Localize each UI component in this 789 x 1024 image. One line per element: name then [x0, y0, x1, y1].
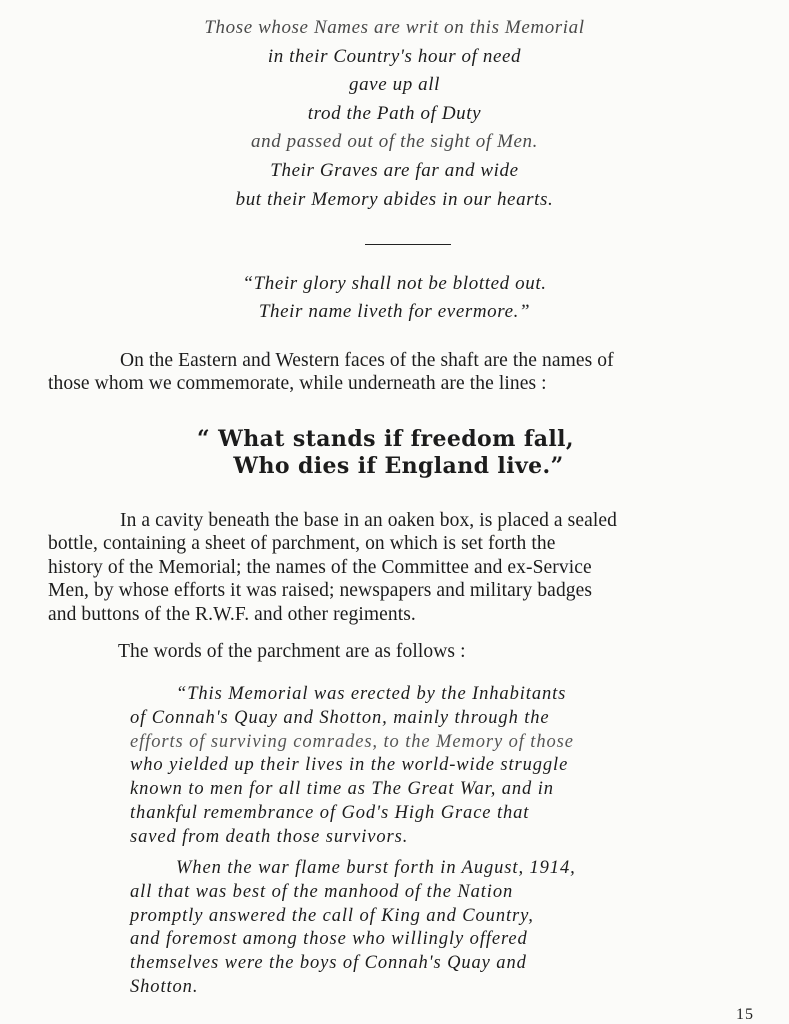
quote-line: Their name liveth for evermore.” — [258, 301, 531, 322]
parchment-line: all that was best of the manhood of the Nation — [130, 881, 514, 902]
epitaph-line: Those whose Names are writ on this Memorial — [204, 17, 585, 38]
parchment-line: Shotton. — [130, 976, 199, 997]
quote-line: “Their glory shall not be blotted out. — [242, 273, 547, 294]
parchment-line: promptly answered the call of King and Country, — [130, 905, 534, 926]
parchment-line: efforts of surviving comrades, to the Memory of those — [130, 731, 574, 752]
parchment-text-2 — [130, 857, 670, 1000]
parchment-intro — [118, 640, 738, 663]
inscription-line: Who dies if England live.” — [233, 453, 564, 479]
parchment-line: When the war flame burst forth in August, 1914, — [176, 858, 576, 878]
parchment-line: themselves were the boys of Connah's Quay and — [130, 953, 527, 974]
paragraph-line: history of the Memorial; the names of the Committee and ex-Service — [48, 556, 592, 578]
paragraph-line: those whom we commemorate, while underneath are the lines : — [48, 373, 547, 395]
parchment-line: thankful remembrance of God's High Grace that — [130, 802, 530, 823]
paragraph-line: Men, by whose efforts it was raised; newspapers and military badges — [48, 580, 593, 602]
paragraph-line: On the Eastern and Western faces of the shaft are the names of — [120, 350, 614, 371]
parchment-line: who yielded up their lives in the world-wide struggle — [130, 755, 569, 776]
section-divider — [365, 244, 451, 245]
page-number: 15 — [736, 1006, 754, 1023]
epitaph-line: but their Memory abides in our hearts. — [235, 188, 554, 210]
epitaph-line: gave up all — [348, 74, 441, 96]
scripture-quote — [0, 270, 789, 326]
paragraph-line: bottle, containing a sheet of parchment, on which is set forth the — [48, 533, 556, 555]
blackletter-inscription — [0, 426, 789, 480]
parchment-line: saved from death those survivors. — [130, 826, 409, 847]
parchment-line: “This Memorial was erected by the Inhabitants — [176, 684, 567, 704]
paragraph-line: The words of the parchment are as follows : — [118, 641, 466, 662]
paragraph-line: In a cavity beneath the base in an oaken box, is placed a sealed — [120, 510, 617, 531]
inscription-line: “ What stands if freedom fall, — [197, 426, 574, 452]
epitaph-line: in their Country's hour of need — [267, 45, 522, 67]
epitaph-line: Their Graves are far and wide — [270, 159, 519, 181]
memorial-epitaph — [0, 14, 789, 214]
parchment-line: known to men for all time as The Great War, and in — [130, 779, 554, 800]
cavity-paragraph — [48, 509, 760, 626]
parchment-line: of Connah's Quay and Shotton, mainly through the — [130, 707, 550, 728]
epitaph-line: and passed out of the sight of Men. — [251, 131, 538, 153]
paragraph-line: and buttons of the R.W.F. and other regiments. — [48, 603, 416, 625]
parchment-text-1 — [130, 683, 670, 850]
epitaph-line: trod the Path of Duty — [307, 102, 482, 124]
shaft-paragraph — [48, 349, 760, 396]
parchment-line: and foremost among those who willingly offered — [130, 929, 528, 950]
